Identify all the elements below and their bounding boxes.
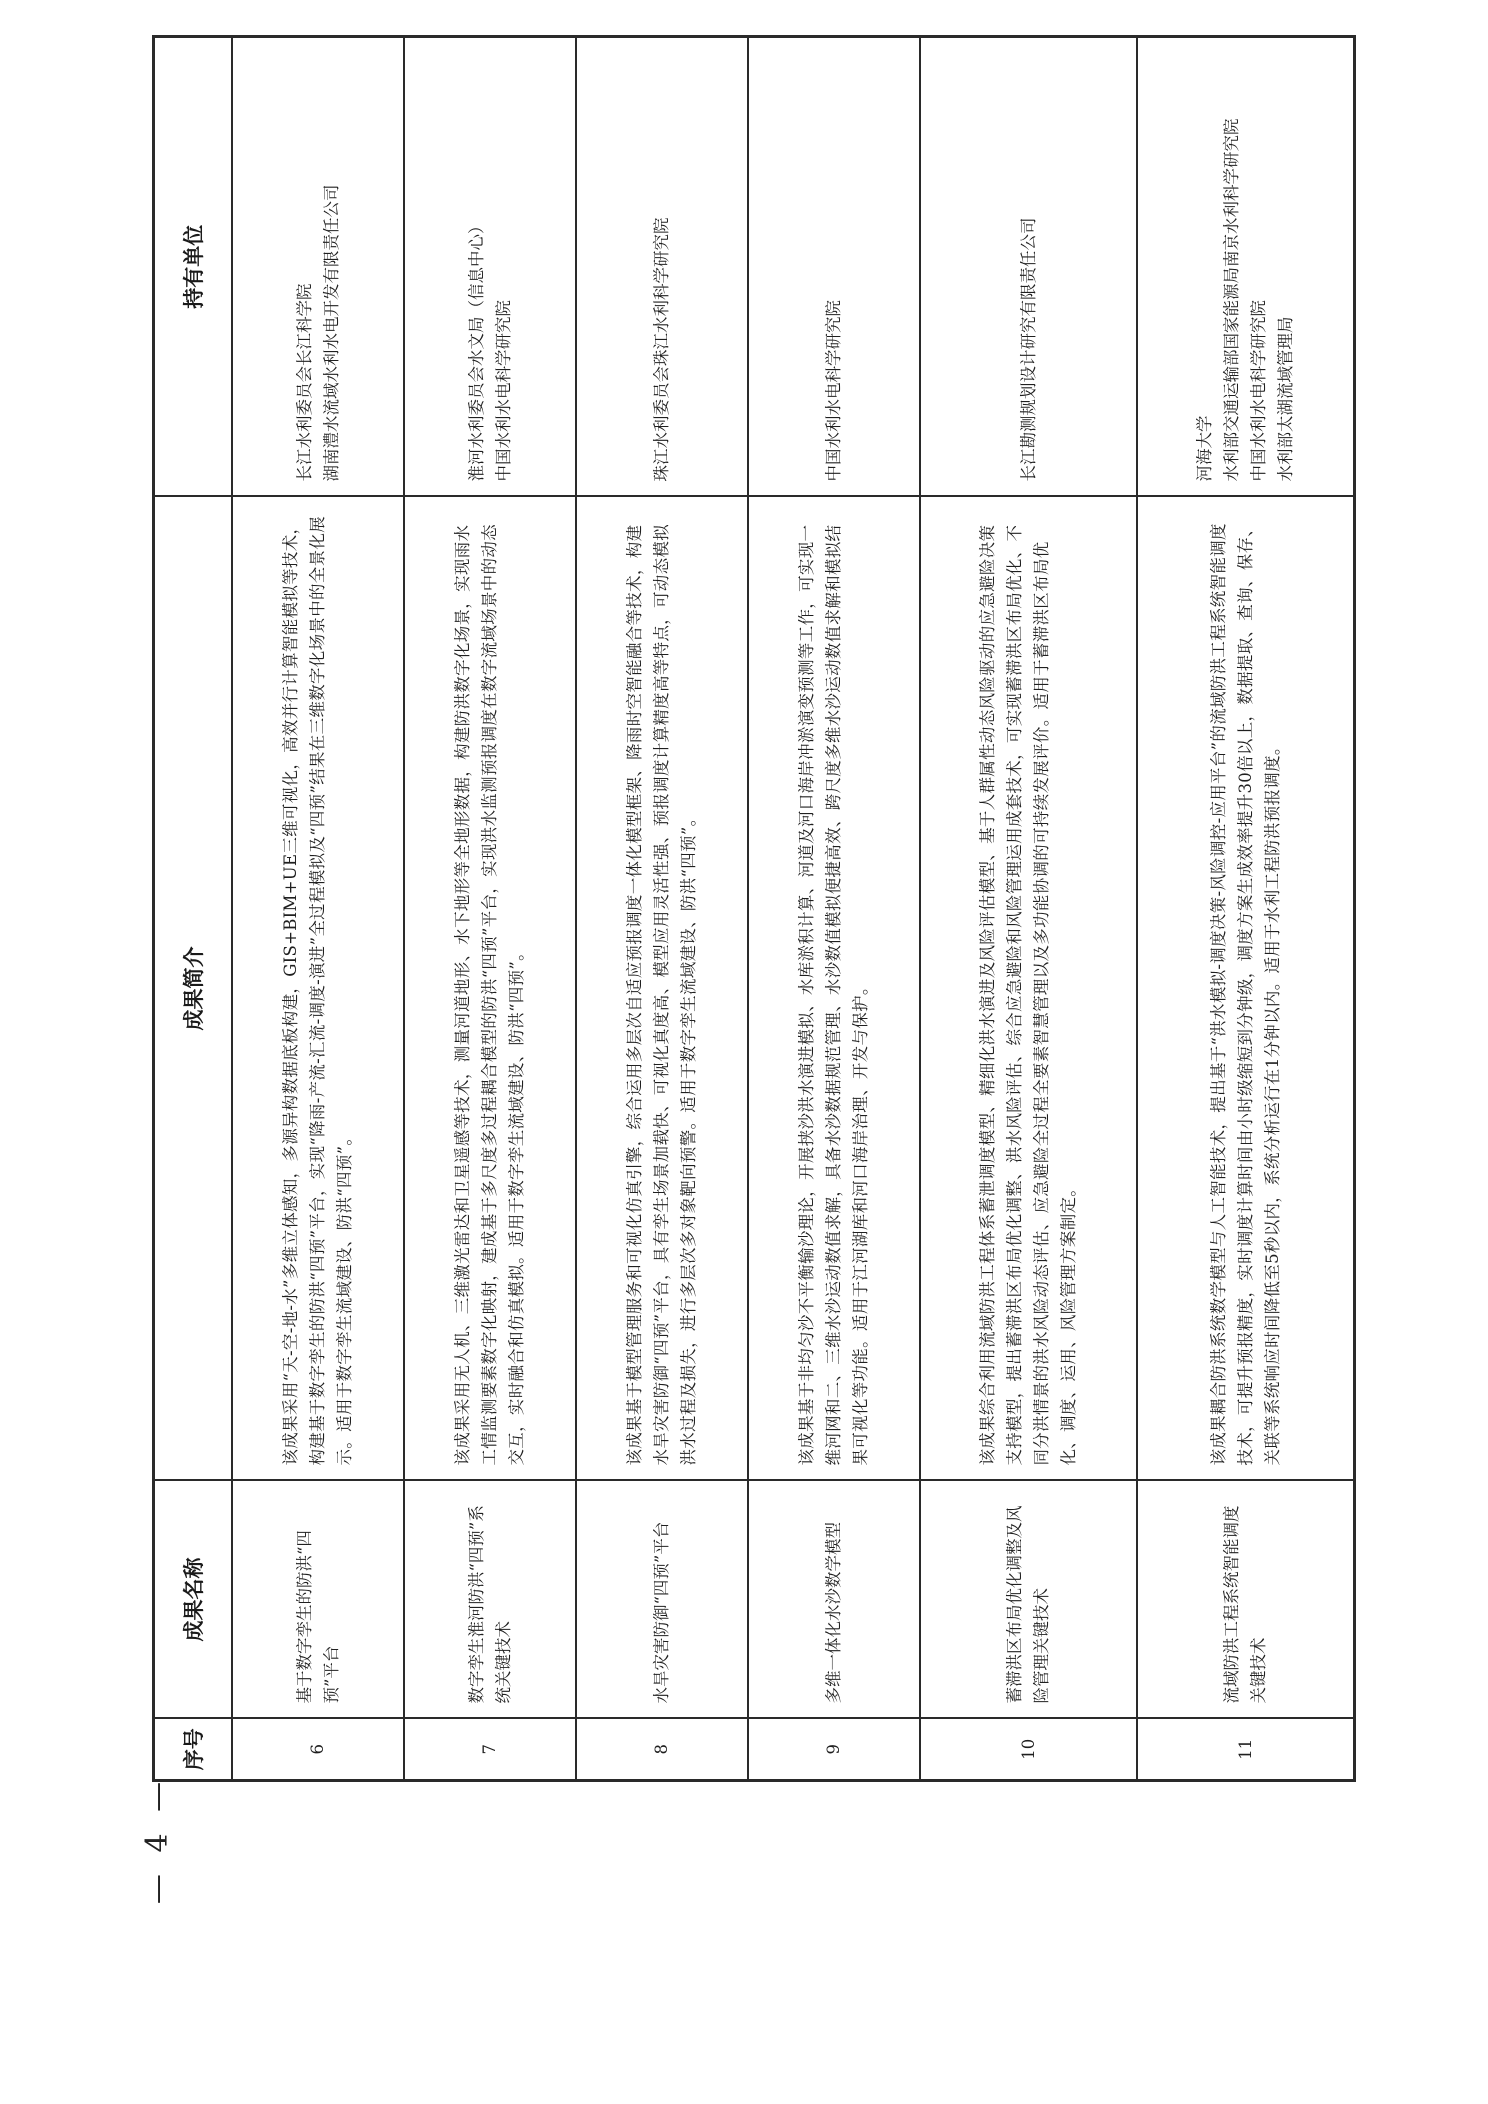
- row-no: 11: [1137, 1719, 1355, 1781]
- row-org: [1137, 37, 1355, 497]
- table-row: [920, 37, 1137, 1781]
- row-name: 流域防洪工程系统智能调度关键技术: [1137, 1481, 1355, 1719]
- row-name: 水旱灾害防御“四预”平台: [576, 1481, 748, 1719]
- org-line: 淮河水利委员会水文局（信息中心）: [466, 217, 486, 482]
- table-row: [232, 37, 404, 1781]
- org-line: 中国水利水电科学研究院: [1249, 300, 1269, 482]
- row-name: 基于数字孪生的防洪“四预”平台: [232, 1481, 404, 1719]
- header-org: 持有单位: [154, 37, 233, 497]
- row-desc: 该成果基于非均匀沙不平衡输沙理论，开展挟沙洪水演进模拟、水库淤积计算、河道及河口海岸冲淤演变预测等工作，可实现一维河网和二、三维水沙运动数值求解，具备水沙数据规范管理、水沙数值模拟便捷高效、跨尺度多维水沙运动数值求解和模拟结果可视化等功能。适用于江河湖库和河口海岸治理、开发与保护。: [748, 497, 920, 1481]
- table-row: [576, 37, 748, 1781]
- header-name: 成果名称: [154, 1481, 233, 1719]
- header-no: 序号: [154, 1719, 233, 1781]
- row-no: 6: [232, 1719, 404, 1781]
- row-no: 10: [920, 1719, 1137, 1781]
- row-name: 蓄滞洪区布局优化调整及风险管理关键技术: [920, 1481, 1137, 1719]
- achievements-table: [152, 35, 1356, 1782]
- table-header-row: [154, 37, 233, 1781]
- row-desc: 该成果采用“天-空-地-水”多维立体感知，多源异构数据底板构建，GIS+BIM+UE三维可视化，高效并行计算智能模拟等技术，构建基于数字孪生的防洪“四预”平台，实现“降雨-产流-汇流-调度-演进”全过程模拟及“四预”结果在三维数字化场景中的全景化展示。适用于数字孪生流域建设、防洪“四预”。: [232, 497, 404, 1481]
- table-row: [1137, 37, 1355, 1781]
- row-org: [920, 37, 1137, 497]
- row-org: [404, 37, 576, 497]
- row-no: 7: [404, 1719, 576, 1781]
- org-line: 中国水利水电科学研究院: [493, 300, 513, 482]
- row-desc: 该成果采用无人机、三维激光雷达和卫星遥感等技术，测量河道地形、水下地形等全地形数据，构建防洪数字化场景，实现雨水工情监测要素数字化映射，建成基于多尺度多过程耦合模型的防洪“四预”平台，实现洪水监测预报调度在数字流域场景中的动态交互，实时融合和仿真模拟。适用于数字孪生流域建设、防洪“四预”。: [404, 497, 576, 1481]
- org-line: 水利部太湖流域管理局: [1276, 316, 1296, 482]
- row-desc: 该成果基于模型管理服务和可视化仿真引擎，综合运用多层次自适应预报调度一体化模型框架、降雨时空智能融合等技术，构建水旱灾害防御“四预”平台，具有孪生场景加载快、可视化真度高、模型应用灵活性强、预报调度计算精度高等特点，可动态模拟洪水过程及损失，进行多层次多对象靶向预警。适用于数字孪生流域建设、防洪“四预”。: [576, 497, 748, 1481]
- row-no: 8: [576, 1719, 748, 1781]
- org-line: 长江水利委员会长江科学院: [294, 283, 314, 482]
- org-line: 长江勘测规划设计研究有限责任公司: [1018, 217, 1038, 482]
- org-line: 中国水利水电科学研究院: [824, 300, 844, 482]
- org-line: 水利部交通运输部国家能源局南京水利科学研究院: [1222, 118, 1242, 482]
- row-desc: 该成果综合利用流域防洪工程体系蓄泄调度模型、精细化洪水演进及风险评估模型、基于人群属性动态风险驱动的应急避险决策支持模型，提出蓄滞洪区布局优化调整、洪水风险评估、综合应急避险和风险管理运用成套技术，可实现蓄滞洪区布局优化、不同分洪情景的洪水风险动态评估、应急避险全过程全要素智慧管理以及多功能协调的可持续发展评价。适用于蓄滞洪区布局优化、调度、运用、风险管理方案制定。: [920, 497, 1137, 1481]
- header-desc: 成果简介: [154, 497, 233, 1481]
- org-line: 珠江水利委员会珠江水利科学研究院: [652, 217, 672, 482]
- row-org: [232, 37, 404, 497]
- org-line: 河海大学: [1195, 415, 1215, 482]
- table-row: [404, 37, 576, 1781]
- page-number: — 4 —: [140, 1775, 175, 1905]
- row-org: [576, 37, 748, 497]
- row-org: [748, 37, 920, 497]
- org-line: 湖南澧水流域水利水电开发有限责任公司: [321, 184, 341, 482]
- rotated-table-wrapper: [152, 38, 1356, 1782]
- row-no: 9: [748, 1719, 920, 1781]
- table-row: [748, 37, 920, 1781]
- row-desc: 该成果耦合防洪系统数学模型与人工智能技术，提出基于“洪水模拟-调度决策-风险调控-应用平台”的流域防洪工程系统智能调度技术，可提升预报精度，实时调度计算时间由小时级缩短到分钟级，调度方案生成效率提升30倍以上，数据提取、查询、保存、关联等系统响应时间降低至5秒以内，系统分析运行在1分钟以内。适用于水利工程防洪预报调度。: [1137, 497, 1355, 1481]
- row-name: 数字孪生淮河防洪“四预”系统关键技术: [404, 1481, 576, 1719]
- row-name: 多维一体化水沙数学模型: [748, 1481, 920, 1719]
